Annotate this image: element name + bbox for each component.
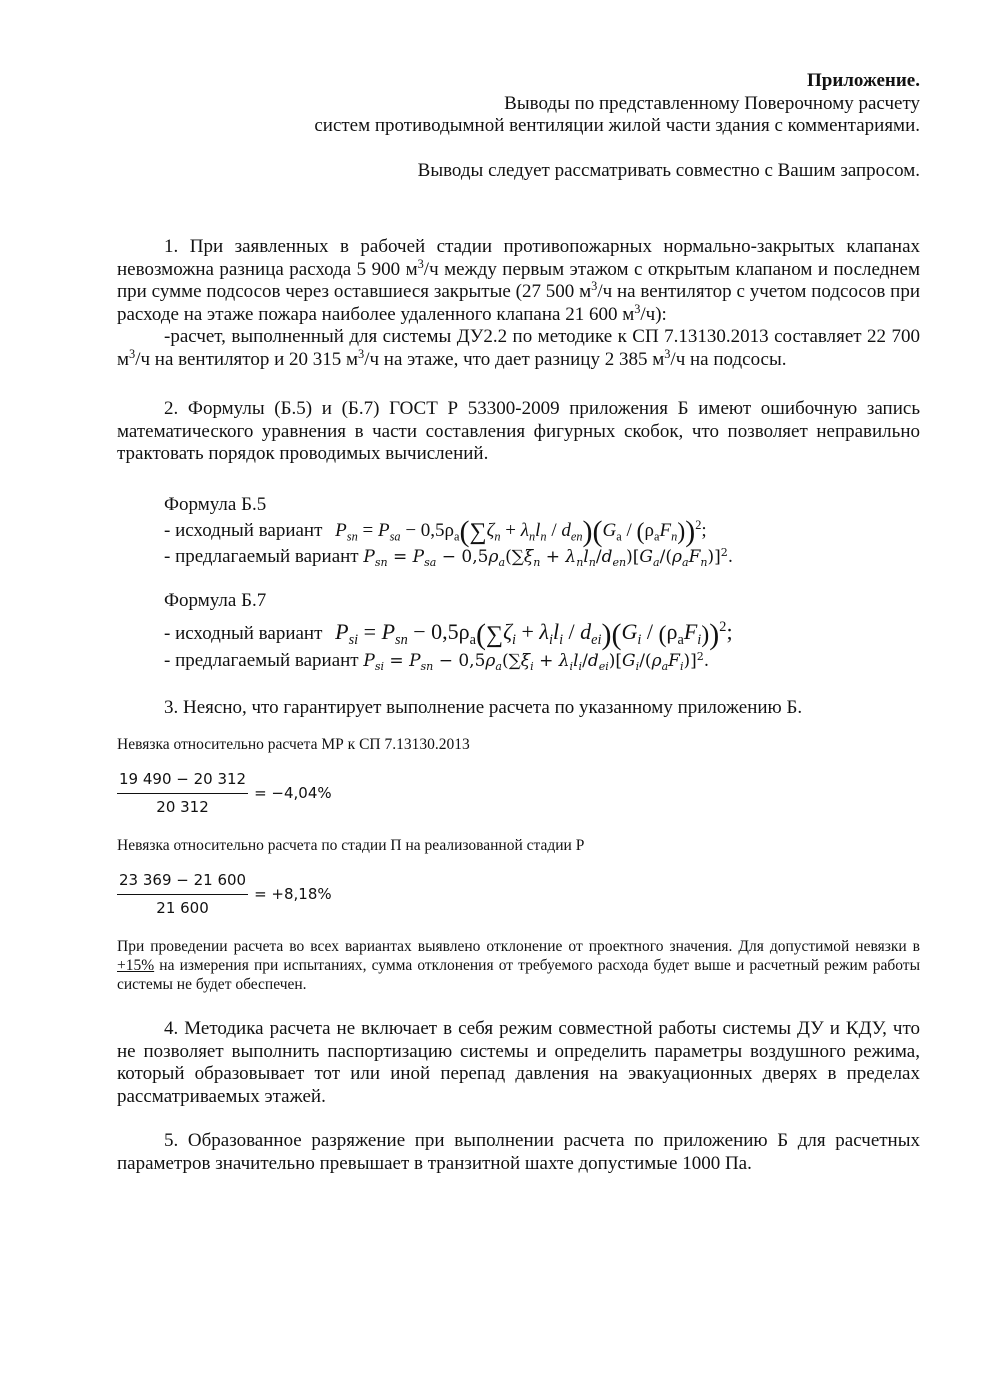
item-3-paragraph: 3. Неясно, что гарантирует выполнение расчета по указанному приложению Б. — [164, 696, 803, 718]
discrepancy-conclusion: При проведении расчета во всех вариантах выявлено отклонение от проектного значения. Для допустимой невязки в +15% на измерения при испытаниях, сумма отклонения от требуемого расхода будет выше и расчетный режим работы системы не будет обеспечен. — [117, 938, 920, 993]
formula-b7-proposed: - предлагаемый вариант $P_{si} = P_{sn} - 0,5\rho_a(\sum\xi_i + \lambda_il_i/d_{ei})[G_i/(\rho_aF_i)]^2$. — [164, 649, 710, 673]
formula-b7-proposed-expression: $P_{si} = P_{sn} - 0,5\rho_a(\sum\xi_i + \lambda_il_i/d_{ei})[G_i/(\rho_aF_i)]^2$. — [363, 649, 710, 673]
appendix-title: Приложение. — [806, 70, 920, 91]
formula-b5-original-expression: $P_{sn} = P_{sa} - 0,5\rho_a(\sum\zeta_n + \lambda_nl_n / d_{en})(G_a / (\rho_aF_n))^2$; — [335, 515, 707, 548]
item-2-paragraph: 2. Формулы (Б.5) и (Б.7) ГОСТ Р 53300-2009 приложения Б имеют ошибочную запись математического уравнения в части составления фигурных скобок, что позволяет неправильно трактовать порядок проводимых вычислений. — [117, 398, 920, 464]
header-note: Выводы следует рассматривать совместно с Вашим запросом. — [417, 159, 920, 181]
formula-b7-block — [117, 590, 920, 673]
document-page — [117, 70, 920, 1175]
formula-b7-original: - исходный вариант $P_{si} = P_{sn} - 0,5\rho_a(\sum\zeta_i + \lambda_il_i / d_{ei})(G_i / (\rho_aF_i))^2$; — [164, 617, 733, 651]
item-5-paragraph: 5. Образованное разряжение при выполнении расчета по приложению Б для расчетных параметров значительно превышает в транзитной шахте допустимые 1000 Па. — [117, 1130, 920, 1174]
discrepancy-caption-1: Невязка относительно расчета МР к СП 7.13130.2013 — [117, 736, 470, 753]
formula-b5-proposed-expression: $P_{sn} = P_{sa} - 0,5\rho_a(\sum\xi_n + \lambda_nl_n/d_{en})[G_a/(\rho_aF_n)]^2$. — [363, 545, 734, 569]
formula-b5-title: Формула Б.5 — [164, 493, 267, 515]
item-1-subparagraph: -расчет, выполненный для системы ДУ2.2 по методике к СП 7.13130.2013 составляет 22 700 $м^3/ч$ на вентилятор и 20 315 $м^3/ч$ на этаже, что дает разницу 2 385 $м^3/ч$ на подсосы. — [117, 326, 920, 370]
formula-b5-proposed: - предлагаемый вариант $P_{sn} = P_{sa} - 0,5\rho_a(\sum\xi_n + \lambda_nl_n/d_{en})[G_a/(\rho_aF_n)]^2$. — [164, 545, 734, 569]
header-line-2: систем противодымной вентиляции жилой части здания с комментариями. — [314, 115, 920, 136]
formula-b7-original-expression: $P_{si} = P_{sn} - 0,5\rho_a(\sum\zeta_i + \lambda_il_i / d_{ei})(G_i / (\rho_aF_i))^2$; — [335, 617, 733, 651]
discrepancy-caption-2: Невязка относительно расчета по стадии П на реализованной стадии Р — [117, 837, 585, 854]
header-line-1: Выводы по представленному Поверочному расчету — [504, 92, 920, 114]
formula-b7-title: Формула Б.7 — [164, 590, 267, 611]
discrepancy-formula-1: $\frac{19 490 - 20 312}{20 312}$ = −4,04% — [119, 770, 332, 816]
formula-b5-original: - исходный вариант $P_{sn} = P_{sa} - 0,5\rho_a(\sum\zeta_n + \lambda_nl_n / d_{en})(G_a / (\rho_aF_n))^2$; — [164, 515, 707, 548]
formula-b5-block — [117, 494, 920, 569]
item-4-paragraph: 4. Методика расчета не включает в себя режим совместной работы системы ДУ и КДУ, что не позволяет выполнить паспортизацию системы и определить параметры воздушного режима, который образовывает тот или иной перепад давления на эвакуационных дверях в пределах рассматриваемых этажей. — [117, 1018, 920, 1107]
discrepancy-formula-2: $\frac{23 369 - 21 600}{21 600}$ = +8,18% — [119, 871, 332, 917]
item-1-paragraph: 1. При заявленных в рабочей стадии противопожарных нормально-закрытых клапанах невозможна разница расхода 5 900 $м^3/ч$ между первым этажом с открытым клапаном и последнем при сумме подсосов через оставшиеся закрытые (27 500 $м^3/ч$ на вентилятор с учетом подсосов при расходе на этаже пожара наиболее удаленного клапана 21 600 $м^3/ч$): — [117, 236, 920, 325]
